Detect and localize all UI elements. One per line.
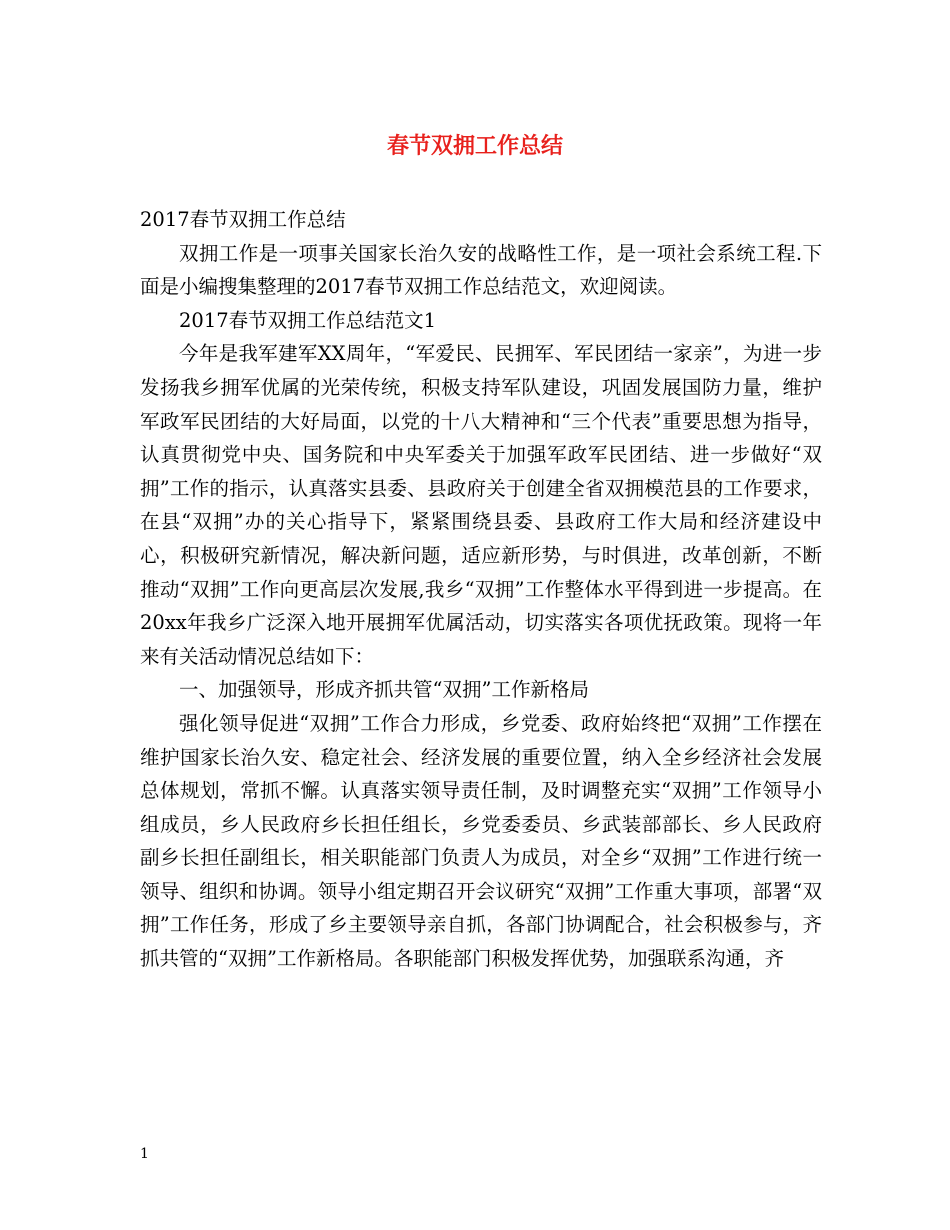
paragraph: 2017春节双拥工作总结 <box>140 208 346 231</box>
paragraph: 一、加强领导，形成齐抓共管“双拥”工作新格局 <box>179 678 589 702</box>
document-title: 春节双拥工作总结 <box>386 134 563 159</box>
page-number: 1 <box>140 1146 149 1162</box>
paragraph: 今年是我军建军XX周年，“军爱民、民拥军、军民团结一家亲”，为进一步发扬我乡拥军优属的光荣传统，积极支持军队建设，巩固发展国防力量，维护军政军民团结的大好局面，以党的十八大精神和“三个代表”重要思想为指导，认真贯彻党中央、国务院和中央军委关于加强军政军民团结、进一步做好“双拥”工作的指示，认真落实县委、县政府关于创建全省双拥模范县的工作要求，在县“双拥”办的关心指导下，紧紧围绕县委、县政府工作大局和经济建设中心，积极研究新情况，解决新问题，适应新形势，与时俱进，改革创新，不断推动“双拥”工作向更高层次发展,我乡“双拥”工作整体水平得到进一步提高。在20xx年我乡广泛深入地开展拥军优属活动，切实落实各项优抚政策。现将一年来有关活动情况总结如下： <box>140 342 822 668</box>
paragraph: 双拥工作是一项事关国家长治久安的战略性工作，是一项社会系统工程.下面是小编搜集整理的2017春节双拥工作总结范文，欢迎阅读。 <box>140 241 822 299</box>
paragraph: 2017春节双拥工作总结范文1 <box>179 308 437 332</box>
document-body <box>140 203 822 976</box>
paragraph: 强化领导促进“双拥”工作合力形成，乡党委、政府始终把“双拥”工作摆在维护国家长治久安、稳定社会、经济发展的重要位置，纳入全乡经济社会发展总体规划，常抓不懈。认真落实领导责任制，及时调整充实“双拥”工作领导小组成员，乡人民政府乡长担任组长，乡党委委员、乡武装部部长、乡人民政府副乡长担任副组长，相关职能部门负责人为成员，对全乡“双拥”工作进行统一领导、组织和协调。领导小组定期召开会议研究“双拥”工作重大事项，部署“双拥”工作任务，形成了乡主要领导亲自抓，各部门协调配合，社会积极参与，齐抓共管的“双拥”工作新格局。各职能部门积极发挥优势，加强联系沟通，齐 <box>140 711 822 971</box>
